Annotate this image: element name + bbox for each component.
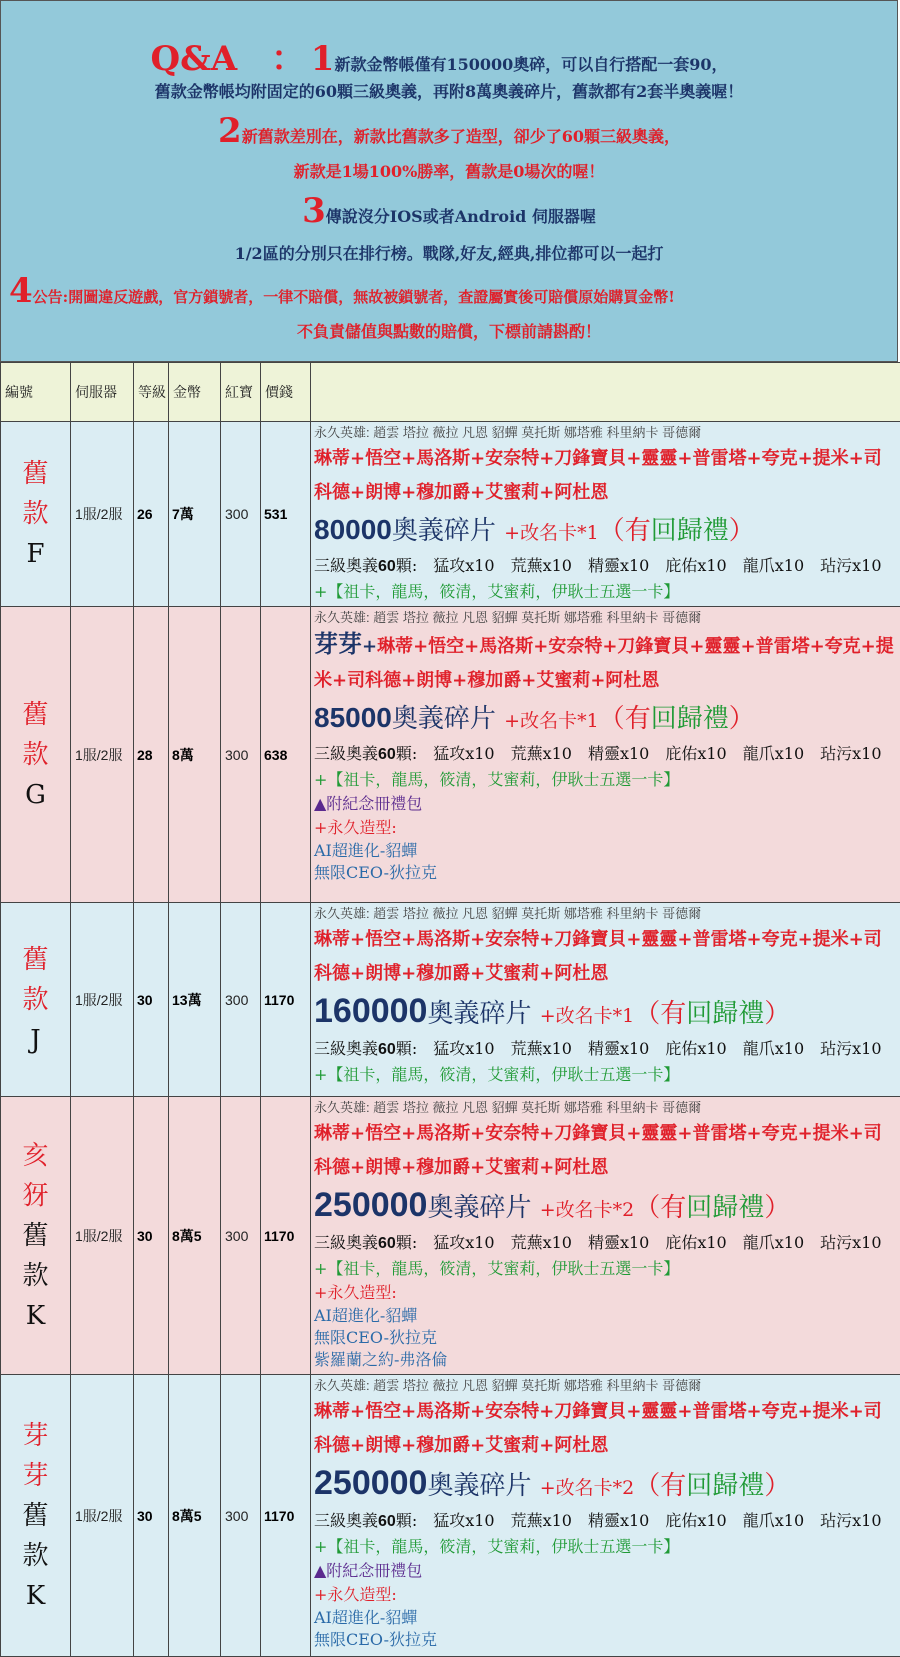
row-level: 26 — [134, 422, 169, 607]
qa-num-4: 4 — [9, 271, 33, 311]
shard-line: 250000奧義碎片 +改名卡*2（有回歸禮） — [314, 1463, 898, 1508]
choice-card: +【祖卡，龍馬，筱清，艾蜜莉，伊耿士五選一卡】 — [314, 768, 898, 792]
header-price: 價錢 — [261, 363, 311, 422]
shard-line: 85000奧義碎片 +改名卡*1（有回歸禮） — [314, 698, 898, 741]
skin-item: 無限CEO-狄拉克 — [314, 862, 898, 884]
qa-text-7: 公告:開圖違反遊戲，官方鎖號者，一律不賠償，無故被鎖號者，查證屬實後可賠償原始購買金幣! — [33, 288, 675, 306]
qa-text-1: 新款金幣帳僅有150000奧碎，可以自行搭配一套90， — [334, 55, 727, 74]
table-header — [1, 363, 900, 422]
row-description — [311, 1097, 900, 1375]
row-price: 1170 — [261, 1097, 311, 1375]
skin-title: +永久造型: — [314, 1583, 898, 1607]
row-description — [311, 1375, 900, 1657]
tier-line: 三級奧義60顆: 猛攻x10 荒蕪x10 精靈x10 庇佑x10 龍爪x10 玷污x10 — [314, 553, 898, 580]
header-ruby: 紅寶 — [221, 363, 261, 422]
row-tag: 芽 芽 舊 款 K — [1, 1375, 71, 1657]
skin-item: 紫羅蘭之約-弗洛倫 — [314, 1349, 898, 1371]
bonus-heroes: 琳蒂+悟空+馬洛斯+安奈特+刀鋒寶貝+靈靈+普雷塔+夸克+提米+司科德+朗博+穆加爵+艾蜜莉+阿杜恩 — [314, 442, 898, 510]
qa-line-3 — [1, 111, 897, 151]
choice-card: +【祖卡，龍馬，筱清，艾蜜莉，伊耿士五選一卡】 — [314, 1063, 898, 1087]
skin-item: AI超進化-貂蟬 — [314, 1305, 898, 1327]
row-description — [311, 422, 900, 607]
table-row[interactable] — [1, 1375, 900, 1657]
row-level: 28 — [134, 607, 169, 903]
row-server: 1服/2服 — [71, 1375, 134, 1657]
bonus-heroes: 琳蒂+悟空+馬洛斯+安奈特+刀鋒寶貝+靈靈+普雷塔+夸克+提米+司科德+朗博+穆加爵+艾蜜莉+阿杜恩 — [314, 1117, 898, 1185]
table-row[interactable] — [1, 422, 900, 607]
row-tag: 舊 款 J — [1, 903, 71, 1097]
heroes-text: 永久英雄: 趙雲 塔拉 薇拉 凡恩 貂蟬 莫托斯 娜塔雅 科里納卡 哥德爾 — [314, 1377, 898, 1395]
qa-line-7 — [9, 271, 900, 311]
header-description — [311, 363, 900, 422]
row-gold: 13萬 — [169, 903, 221, 1097]
row-tag: 舊 款 F — [1, 422, 71, 607]
row-server: 1服/2服 — [71, 903, 134, 1097]
row-gold: 8萬5 — [169, 1375, 221, 1657]
qa-text-6: 1/2區的分別只在排行榜。戰隊,好友,經典,排位都可以一起打 — [1, 241, 897, 264]
choice-card: +【祖卡，龍馬，筱清，艾蜜莉，伊耿士五選一卡】 — [314, 580, 898, 604]
row-description — [311, 607, 900, 903]
qa-title: Q&A ： — [150, 39, 305, 79]
bonus-heroes: 琳蒂+悟空+馬洛斯+安奈特+刀鋒寶貝+靈靈+普雷塔+夸克+提米+司科德+朗博+穆加爵+艾蜜莉+阿杜恩 — [314, 1395, 898, 1463]
bonus-heroes: 琳蒂+悟空+馬洛斯+安奈特+刀鋒寶貝+靈靈+普雷塔+夸克+提米+司科德+朗博+穆加爵+艾蜜莉+阿杜恩 — [314, 923, 898, 991]
row-tag: 舊 款 G — [1, 607, 71, 903]
row-level: 30 — [134, 1375, 169, 1657]
qa-num-2: 2 — [218, 111, 242, 151]
row-gold: 8萬 — [169, 607, 221, 903]
qa-num-1: 1 — [311, 39, 335, 79]
row-price: 1170 — [261, 1375, 311, 1657]
row-server: 1服/2服 — [71, 1097, 134, 1375]
row-ruby: 300 — [221, 1097, 261, 1375]
header-gold: 金幣 — [169, 363, 221, 422]
header-server: 伺服器 — [71, 363, 134, 422]
shard-line: 160000奧義碎片 +改名卡*1（有回歸禮） — [314, 991, 898, 1036]
shard-line: 250000奧義碎片 +改名卡*2（有回歸禮） — [314, 1185, 898, 1230]
qa-panel — [0, 0, 898, 362]
choice-card: +【祖卡，龍馬，筱清，艾蜜莉，伊耿士五選一卡】 — [314, 1535, 898, 1559]
row-level: 30 — [134, 1097, 169, 1375]
header-id: 編號 — [1, 363, 71, 422]
qa-text-4: 新款是1場100%勝率，舊款是0場次的喔！ — [1, 159, 897, 182]
row-ruby: 300 — [221, 903, 261, 1097]
skin-item: 無限CEO-狄拉克 — [314, 1327, 898, 1349]
choice-card: +【祖卡，龍馬，筱清，艾蜜莉，伊耿士五選一卡】 — [314, 1257, 898, 1281]
qa-text-2: 舊款金幣帳均附固定的60顆三級奧義，再附8萬奧義碎片，舊款都有2套半奧義喔！ — [1, 79, 897, 102]
row-ruby: 300 — [221, 1375, 261, 1657]
bonus-heroes: 芽芽+琳蒂+悟空+馬洛斯+安奈特+刀鋒寶貝+靈靈+普雷塔+夸克+提米+司科德+朗博+穆加爵+艾蜜莉+阿杜恩 — [314, 627, 898, 698]
table-row[interactable] — [1, 607, 900, 903]
skin-title: +永久造型: — [314, 816, 898, 840]
tier-line: 三級奧義60顆: 猛攻x10 荒蕪x10 精靈x10 庇佑x10 龍爪x10 玷污x10 — [314, 741, 898, 768]
row-level: 30 — [134, 903, 169, 1097]
tier-line: 三級奧義60顆: 猛攻x10 荒蕪x10 精靈x10 庇佑x10 龍爪x10 玷污x10 — [314, 1036, 898, 1063]
table-row[interactable] — [1, 903, 900, 1097]
row-ruby: 300 — [221, 607, 261, 903]
row-server: 1服/2服 — [71, 422, 134, 607]
heroes-text: 永久英雄: 趙雲 塔拉 薇拉 凡恩 貂蟬 莫托斯 娜塔雅 科里納卡 哥德爾 — [314, 609, 898, 627]
qa-line-1 — [1, 31, 897, 80]
qa-text-5: 傳說沒分IOS或者Android 伺服器喔 — [326, 207, 596, 226]
qa-text-3: 新舊款差別在，新款比舊款多了造型，卻少了60顆三級奧義， — [242, 127, 680, 146]
row-description — [311, 903, 900, 1097]
qa-text-8: 不負責儲值與點數的賠償，下標前請斟酌！ — [1, 319, 897, 342]
qa-line-5 — [1, 191, 897, 231]
header-level: 等級 — [134, 363, 169, 422]
skin-title: +永久造型: — [314, 1281, 898, 1305]
shard-line: 80000奧義碎片 +改名卡*1（有回歸禮） — [314, 510, 898, 553]
skin-item: AI超進化-貂蟬 — [314, 1607, 898, 1629]
skin-item: AI超進化-貂蟬 — [314, 840, 898, 862]
album-gift: ▲附紀念冊禮包 — [314, 1559, 898, 1583]
heroes-text: 永久英雄: 趙雲 塔拉 薇拉 凡恩 貂蟬 莫托斯 娜塔雅 科里納卡 哥德爾 — [314, 1099, 898, 1117]
skin-item: 無限CEO-狄拉克 — [314, 1629, 898, 1651]
tier-line: 三級奧義60顆: 猛攻x10 荒蕪x10 精靈x10 庇佑x10 龍爪x10 玷污x10 — [314, 1230, 898, 1257]
row-gold: 8萬5 — [169, 1097, 221, 1375]
row-price: 638 — [261, 607, 311, 903]
album-gift: ▲附紀念冊禮包 — [314, 792, 898, 816]
qa-num-3: 3 — [302, 191, 326, 231]
row-price: 1170 — [261, 903, 311, 1097]
row-server: 1服/2服 — [71, 607, 134, 903]
heroes-text: 永久英雄: 趙雲 塔拉 薇拉 凡恩 貂蟬 莫托斯 娜塔雅 科里納卡 哥德爾 — [314, 424, 898, 442]
row-price: 531 — [261, 422, 311, 607]
tier-line: 三級奧義60顆: 猛攻x10 荒蕪x10 精靈x10 庇佑x10 龍爪x10 玷污x10 — [314, 1508, 898, 1535]
heroes-text: 永久英雄: 趙雲 塔拉 薇拉 凡恩 貂蟬 莫托斯 娜塔雅 科里納卡 哥德爾 — [314, 905, 898, 923]
row-tag: 亥 犽 舊 款 K — [1, 1097, 71, 1375]
table-row[interactable] — [1, 1097, 900, 1375]
row-ruby: 300 — [221, 422, 261, 607]
listing-table — [0, 362, 900, 1657]
row-gold: 7萬 — [169, 422, 221, 607]
